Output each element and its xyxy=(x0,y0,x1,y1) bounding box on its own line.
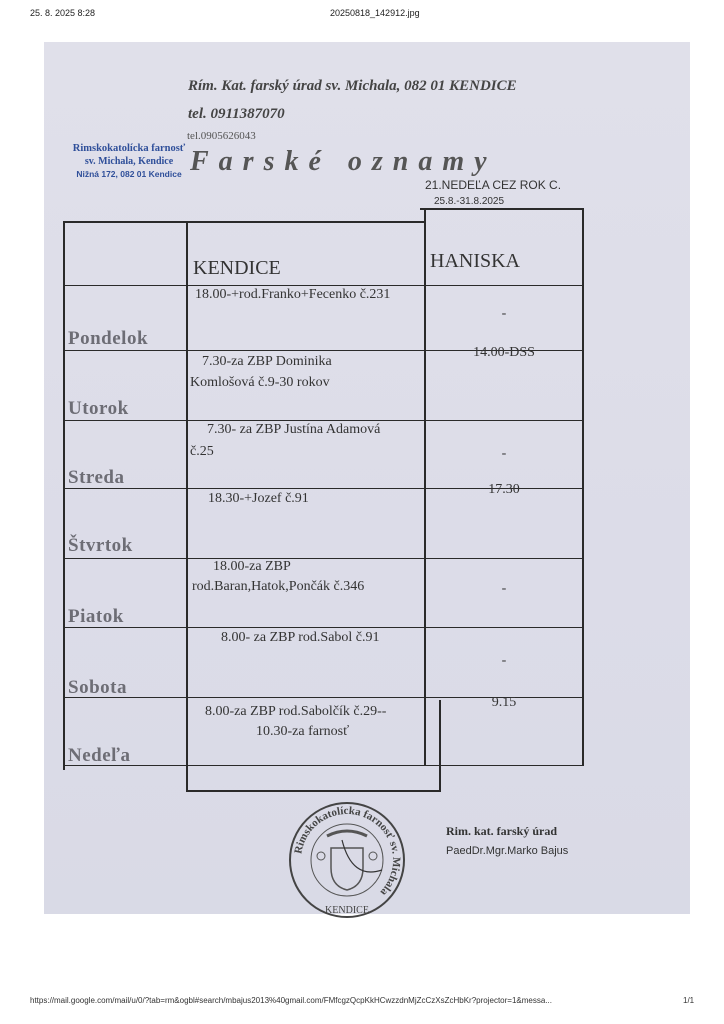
phone-2: tel.0905626043 xyxy=(187,130,256,142)
kendice-line: 18.00-+rod.Franko+Fecenko č.231 xyxy=(195,287,391,302)
kendice-line: 7.30-za ZBP Dominika xyxy=(202,354,332,369)
stamp-line-2: sv. Michala, Kendice xyxy=(84,156,174,167)
seal-emblem-icon xyxy=(287,800,407,920)
kendice-line: 8.00- za ZBP rod.Sabol č.91 xyxy=(221,630,380,645)
parish-address: Rím. Kat. farský úrad sv. Michala, 082 01 KENDICE xyxy=(188,78,517,94)
day-label: Nedeľa xyxy=(68,745,131,766)
haniska-cell: 17.30 xyxy=(488,482,520,497)
day-label: Utorok xyxy=(68,398,129,419)
kendice-line: 10.30-za farnosť xyxy=(256,724,350,739)
print-title: 20250818_142912.jpg xyxy=(330,8,420,18)
day-label: Piatok xyxy=(68,606,124,627)
kendice-line: Komlošová č.9-30 rokov xyxy=(190,375,330,390)
stamp-line-1: Rimskokatolícka farnosť xyxy=(72,143,186,154)
day-label: Sobota xyxy=(68,677,127,698)
kendice-line: 18.30-+Jozef č.91 xyxy=(208,491,309,506)
document-title: Farské oznamy xyxy=(190,146,497,177)
day-label: Pondelok xyxy=(68,328,149,349)
print-url: https://mail.google.com/mail/u/0/?tab=rm&ogbl#search/mbajus2013%40gmail.com/FMfcgzQcpKkHCwzzdnMjZcCzXsZcHbKr?projector=1&messa... xyxy=(30,996,552,1005)
haniska-cell: 9.15 xyxy=(491,695,517,710)
kendice-line: č.25 xyxy=(190,444,214,459)
print-page-number: 1/1 xyxy=(683,996,695,1005)
svg-text:Rimskokatolícka farnosť sv. Mi: Rimskokatolícka farnosť sv. Michala xyxy=(292,804,403,898)
phone-1: tel. 0911387070 xyxy=(188,106,285,122)
seal-bottom-text: KENDICE xyxy=(325,905,369,916)
column-header-kendice: KENDICE xyxy=(193,257,281,279)
date-range: 25.8.-31.8.2025 xyxy=(434,196,505,207)
kendice-line: 7.30- za ZBP Justína Adamová xyxy=(207,422,381,437)
print-datetime: 25. 8. 2025 8:28 xyxy=(30,8,96,18)
column-header-haniska: HANISKA xyxy=(430,250,520,272)
haniska-cell: - xyxy=(501,306,507,321)
day-label: Štvrtok xyxy=(68,535,133,556)
signature-name: PaedDr.Mgr.Marko Bajus xyxy=(446,845,569,857)
haniska-cell: 14.00-DSS xyxy=(473,345,535,360)
haniska-cell: - xyxy=(501,446,507,461)
week-label: 21.NEDEĽA CEZ ROK C. xyxy=(425,178,562,192)
haniska-cell: - xyxy=(501,581,507,596)
signature-office: Rim. kat. farský úrad xyxy=(446,824,558,838)
parish-seal xyxy=(287,800,407,920)
kendice-line: rod.Baran,Hatok,Pončák č.346 xyxy=(192,579,365,594)
haniska-cell: - xyxy=(501,653,507,668)
stamp-line-3: Nižná 172, 082 01 Kendice xyxy=(76,169,182,179)
parish-stamp-blue xyxy=(64,142,194,181)
kendice-line: 8.00-za ZBP rod.Sabolčík č.29-- xyxy=(205,704,387,719)
day-label: Streda xyxy=(68,467,125,488)
kendice-line: 18.00-za ZBP xyxy=(213,559,291,574)
